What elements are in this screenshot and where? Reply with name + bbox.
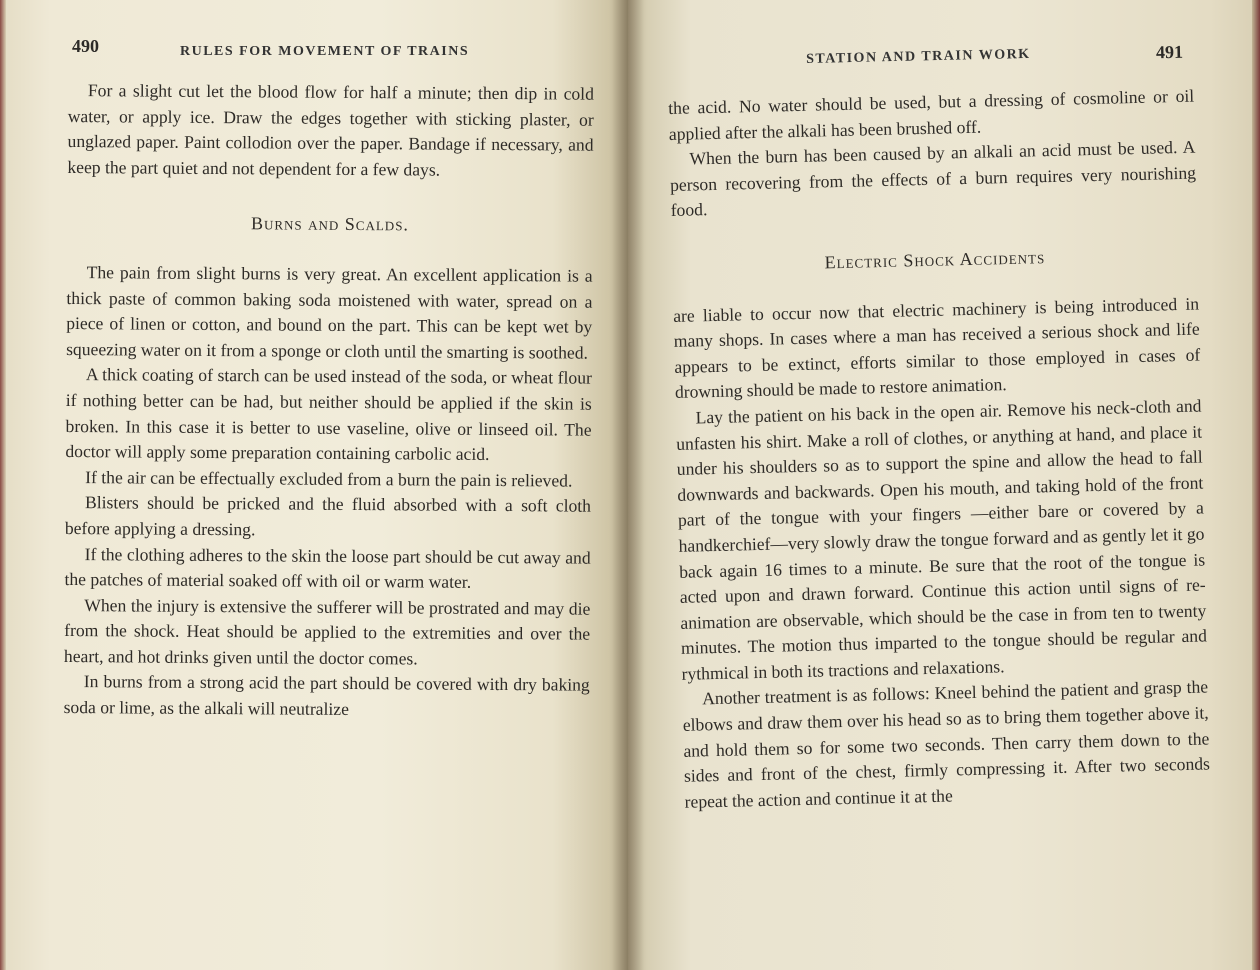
right-page-number: 491 — [1155, 41, 1184, 63]
left-page-edge — [0, 0, 6, 970]
right-page-edge — [1252, 0, 1260, 970]
right-text-column — [668, 84, 1211, 816]
paragraph: If the clothing adheres to the skin the loose part should be cut away and the patches of material soaked off with oil or warm water. — [64, 543, 591, 592]
paragraph: For a slight cut let the blood flow for half a minute; then dip in cold water, or apply ice. Draw the edges together with sticking plaster, or unglazed paper. Paint collodion over the paper. Bandage if necessary, and keep the part quiet and not dependent for a few days. — [67, 80, 594, 180]
paragraph: Another treatment is as follows: Kneel behind the patient and grasp the elbows and draw them over his head so as to bring them together above it, and hold them so for some two seconds. Then carry them down to the sides and front of the chest, firmly compressing it. After two seconds repeat the action and continue it at the — [682, 676, 1211, 812]
paragraph: Lay the patient on his back in the open air. Remove his neck-cloth and unfasten his shirt. Make a roll of clothes, or anything at hand, and place it under his shoulders so as to support the spine and allow the head to fall downwards and backwards. Open his mouth, and taking hold of the front part of the tongue with your fingers —either bare or covered by a handkerchief—very slowly draw the tongue forward and as gently let it go back again 16 times to a minute. Be sure that the root of the tongue is acted upon and drawn forward. Continue this action until signs of re-animation are observable, which should be the case in from ten to twenty minutes. The motion thus imparted to the tongue should be regular and rythmical in both its tractions and relaxations. — [675, 395, 1208, 684]
paragraph: When the injury is extensive the sufferer will be prostrated and may die from the shock. Heat should be applied to the extremities and over the heart, and hot drinks given until the doctor comes. — [63, 594, 591, 669]
paragraph: A thick coating of starch can be used instead of the soda, or wheat flour if nothing better can be had, but neither should be applied if the skin is broken. In this case it is better to use vaseline, olive or linseed oil. The doctor will apply some preparation containing carbolic acid. — [65, 364, 592, 465]
paragraph: The pain from slight burns is very great. An excellent application is a thick paste of common baking soda moistened with water, spread on a piece of linen or cotton, and bound on the part. This can be kept wet by squeezing water on it from a sponge or cloth until the smarting is soothed. — [66, 262, 593, 363]
section-heading-electric-shock: Electric Shock Accidents — [824, 247, 1046, 273]
paragraph: are liable to occur now that electric machinery is being introduced in many shops. In cases where a man has received a serious shock and life appears to be extinct, efforts similar to those employed in cases of drowning should be made to restore animation. — [672, 293, 1201, 403]
paragraph: Blisters should be pricked and the fluid absorbed with a soft cloth before applying a dressing. — [64, 492, 592, 540]
paragraph: If the air can be effectually excluded from a burn the pain is relieved. — [85, 466, 573, 491]
right-running-head: STATION AND TRAIN WORK — [806, 46, 1031, 67]
paragraph: the acid. No water should be used, but a dressing of cosmoline or oil applied after the alkali has been brushed off. — [668, 85, 1195, 144]
section-heading-burns: Burns and Scalds. — [250, 213, 410, 235]
paragraph: When the burn has been caused by an alkali an acid must be used. A person recovering from the effects of a burn requires very nourishing food. — [669, 136, 1197, 221]
left-text-column — [64, 78, 594, 724]
left-page-number: 490 — [72, 36, 99, 56]
paragraph: In burns from a strong acid the part should be covered with dry baking soda or lime, as the alkali will neutralize — [63, 671, 590, 720]
left-page — [0, 0, 628, 970]
left-running-head: RULES FOR MOVEMENT OF TRAINS — [180, 44, 470, 59]
